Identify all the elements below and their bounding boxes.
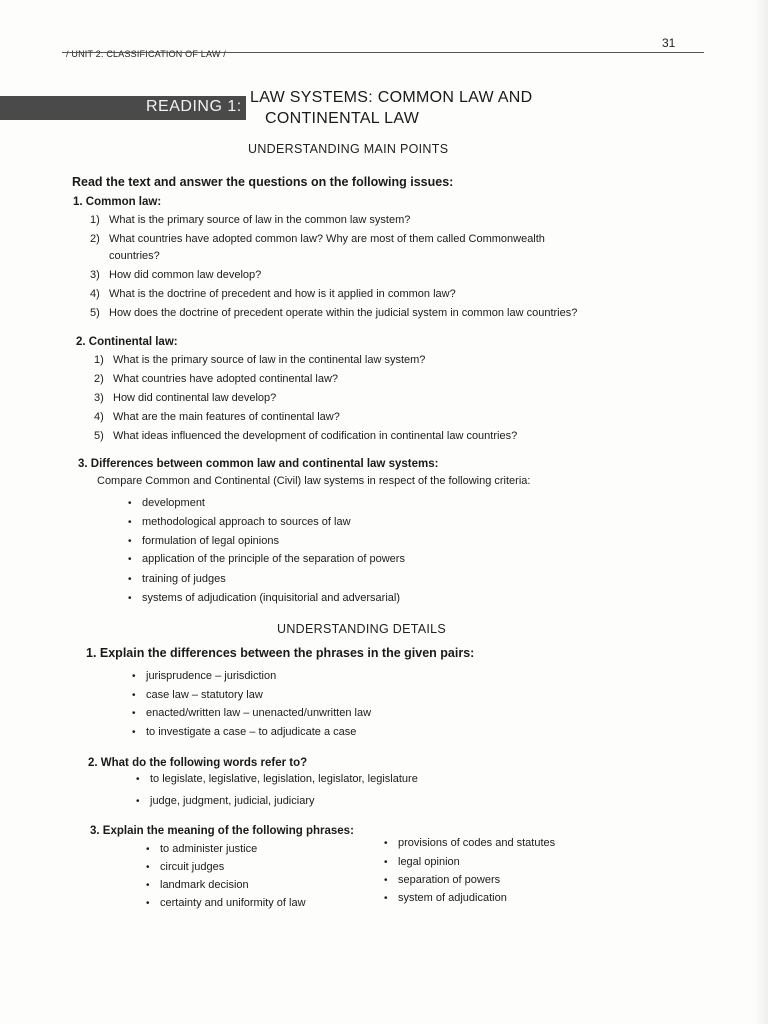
common-law-question: 4) What is the doctrine of precedent and how is it applied in common law? bbox=[90, 288, 456, 300]
words-heading: 2. What do the following words refer to? bbox=[88, 757, 308, 769]
phrase-item: • certainty and uniformity of law bbox=[146, 897, 306, 909]
continental-law-question: 1) What is the primary source of law in the continental law system? bbox=[94, 354, 426, 366]
differences-intro: Compare Common and Continental (Civil) law systems in respect of the following criteria: bbox=[97, 475, 531, 487]
criteria-item: • formulation of legal opinions bbox=[128, 535, 279, 547]
pairs-heading: 1. Explain the differences between the phrases in the given pairs: bbox=[86, 646, 475, 660]
phrase-item: • to administer justice bbox=[146, 843, 257, 855]
phrase-item: • provisions of codes and statutes bbox=[384, 837, 555, 849]
common-law-heading: 1. Common law: bbox=[73, 196, 162, 208]
pair-item: • case law – statutory law bbox=[132, 689, 263, 701]
page-title-line-2: CONTINENTAL LAW bbox=[265, 110, 420, 127]
continental-law-question: 2) What countries have adopted continental law? bbox=[94, 373, 339, 385]
criteria-item: • application of the principle of the separation of powers bbox=[128, 553, 405, 565]
pair-item: • to investigate a case – to adjudicate a case bbox=[132, 726, 356, 738]
header-rule bbox=[62, 52, 704, 53]
details-heading: UNDERSTANDING DETAILS bbox=[277, 622, 447, 636]
reading-label: READING 1: bbox=[146, 98, 242, 115]
phrase-item: • separation of powers bbox=[384, 874, 500, 886]
word-item: • to legislate, legislative, legislation, legislator, legislature bbox=[136, 773, 418, 785]
instruction-text: Read the text and answer the questions on the following issues: bbox=[72, 175, 454, 189]
continental-law-question: 3) How did continental law develop? bbox=[94, 392, 277, 404]
common-law-question-continued: countries? bbox=[109, 250, 160, 262]
common-law-question: 5) How does the doctrine of precedent operate within the judicial system in common law countries? bbox=[90, 307, 578, 319]
differences-heading: 3. Differences between common law and continental law systems: bbox=[78, 458, 439, 470]
page-title-line-1: LAW SYSTEMS: COMMON LAW AND bbox=[250, 89, 533, 106]
page-number: 31 bbox=[662, 36, 676, 50]
continental-law-question: 4) What are the main features of continental law? bbox=[94, 411, 340, 423]
word-item: • judge, judgment, judicial, judiciary bbox=[136, 795, 314, 807]
criteria-item: • systems of adjudication (inquisitorial and adversarial) bbox=[128, 592, 400, 604]
pair-item: • enacted/written law – unenacted/unwritten law bbox=[132, 707, 371, 719]
common-law-question: 3) How did common law develop? bbox=[90, 269, 262, 281]
phrase-item: • landmark decision bbox=[146, 879, 249, 891]
criteria-item: • training of judges bbox=[128, 573, 226, 585]
continental-law-heading: 2. Continental law: bbox=[76, 336, 178, 348]
criteria-item: • methodological approach to sources of law bbox=[128, 516, 351, 528]
pair-item: • jurisprudence – jurisdiction bbox=[132, 670, 276, 682]
continental-law-question: 5) What ideas influenced the development of codification in continental law countries? bbox=[94, 430, 518, 442]
main-points-heading: UNDERSTANDING MAIN POINTS bbox=[248, 142, 449, 156]
common-law-question: 2) What countries have adopted common law? Why are most of them called Commonwealth bbox=[90, 233, 545, 245]
phrase-item: • legal opinion bbox=[384, 856, 460, 868]
criteria-item: • development bbox=[128, 497, 205, 509]
unit-label: / UNIT 2. CLASSIFICATION OF LAW / bbox=[66, 49, 226, 59]
phrases-heading: 3. Explain the meaning of the following phrases: bbox=[90, 825, 354, 837]
common-law-question: 1) What is the primary source of law in the common law system? bbox=[90, 214, 411, 226]
page-edge-shadow bbox=[754, 0, 768, 1024]
phrase-item: • circuit judges bbox=[146, 861, 224, 873]
phrase-item: • system of adjudication bbox=[384, 892, 507, 904]
